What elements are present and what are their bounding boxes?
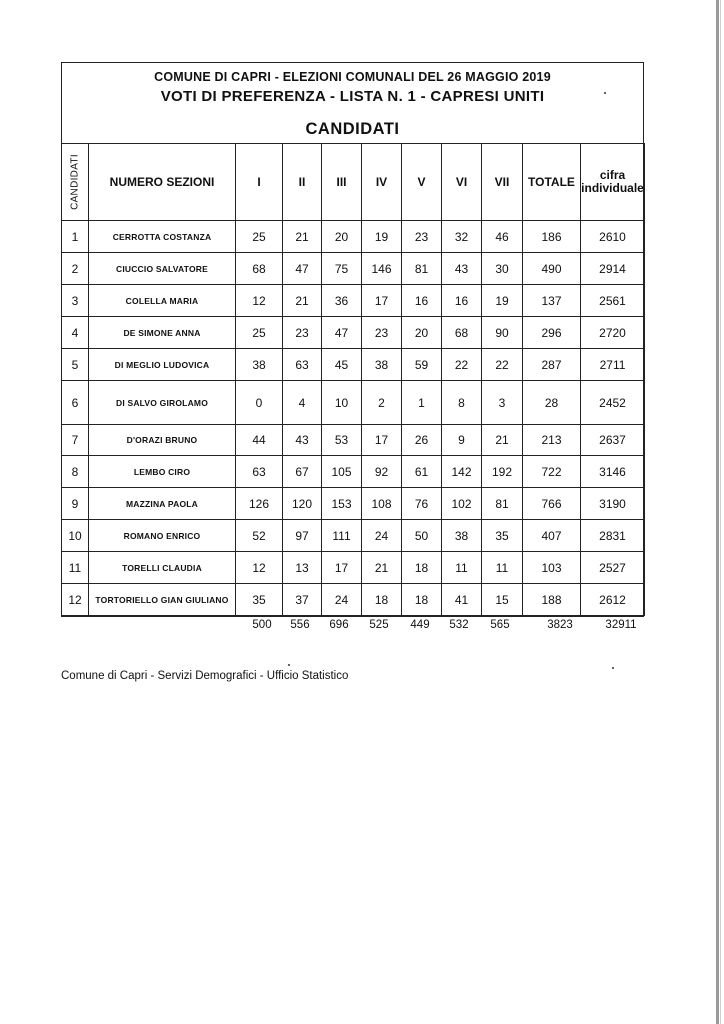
cifra-individuale: 2561 — [581, 285, 645, 317]
total-votes: 722 — [523, 456, 581, 488]
section-votes: 22 — [442, 349, 482, 381]
section-votes: 41 — [442, 584, 482, 616]
cifra-individuale: 2452 — [581, 381, 645, 425]
section-votes: 35 — [236, 584, 283, 616]
header-section: II — [283, 144, 322, 221]
cifra-individuale: 2612 — [581, 584, 645, 616]
header-cifra-line1: cifra — [599, 168, 626, 182]
section-heading: CANDIDATI — [305, 120, 400, 138]
section-votes: 24 — [362, 520, 402, 552]
section-votes: 67 — [283, 456, 322, 488]
document-subtitle: VOTI DI PREFERENZA - LISTA N. 1 - CAPRESI UNITI — [160, 88, 545, 105]
candidate-number: 9 — [62, 488, 89, 520]
section-votes: 19 — [482, 285, 523, 317]
section-votes: 153 — [322, 488, 362, 520]
section-votes: 2 — [362, 381, 402, 425]
header-section: I — [236, 144, 283, 221]
section-votes: 38 — [442, 520, 482, 552]
section-votes: 75 — [322, 253, 362, 285]
scan-speck — [288, 664, 290, 666]
section-votes: 44 — [236, 425, 283, 456]
candidate-number: 2 — [62, 253, 89, 285]
total-votes: 766 — [523, 488, 581, 520]
scan-edge-line-2 — [720, 0, 721, 1024]
section-votes: 63 — [283, 349, 322, 381]
section-votes: 3 — [482, 381, 523, 425]
candidate-name: TORELLI CLAUDIA — [89, 552, 236, 584]
section-votes: 68 — [236, 253, 283, 285]
section-votes: 35 — [482, 520, 523, 552]
section-votes: 25 — [236, 221, 283, 253]
cifra-individuale: 2637 — [581, 425, 645, 456]
section-votes: 18 — [402, 552, 442, 584]
section-votes: 61 — [402, 456, 442, 488]
total-votes: 186 — [523, 221, 581, 253]
section-votes: 50 — [402, 520, 442, 552]
table-row — [62, 381, 645, 425]
section-votes: 76 — [402, 488, 442, 520]
column-total: 565 — [490, 619, 510, 631]
candidate-name: CERROTTA COSTANZA — [89, 221, 236, 253]
header-section: IV — [362, 144, 402, 221]
header-totale: TOTALE — [523, 144, 581, 221]
header-section: VII — [482, 144, 523, 221]
total-votes: 287 — [523, 349, 581, 381]
section-votes: 90 — [482, 317, 523, 349]
candidate-number: 11 — [62, 552, 89, 584]
section-votes: 18 — [362, 584, 402, 616]
section-votes: 45 — [322, 349, 362, 381]
table-row — [62, 221, 645, 253]
header-row — [62, 144, 645, 221]
section-votes: 18 — [402, 584, 442, 616]
table-row — [62, 253, 645, 285]
candidate-name: ROMANO ENRICO — [89, 520, 236, 552]
header-section: III — [322, 144, 362, 221]
preference-votes-table — [61, 143, 645, 616]
section-votes: 9 — [442, 425, 482, 456]
section-votes: 146 — [362, 253, 402, 285]
section-votes: 11 — [442, 552, 482, 584]
table-row — [62, 349, 645, 381]
candidate-name: CIUCCIO SALVATORE — [89, 253, 236, 285]
section-votes: 20 — [402, 317, 442, 349]
section-votes: 11 — [482, 552, 523, 584]
section-votes: 21 — [482, 425, 523, 456]
header-cifra-individuale — [581, 144, 645, 221]
section-votes: 16 — [402, 285, 442, 317]
column-total: 3823 — [547, 619, 573, 631]
total-votes: 490 — [523, 253, 581, 285]
table-row — [62, 285, 645, 317]
candidate-name: MAZZINA PAOLA — [89, 488, 236, 520]
table-row — [62, 488, 645, 520]
total-votes: 28 — [523, 381, 581, 425]
section-votes: 17 — [362, 285, 402, 317]
section-votes: 10 — [322, 381, 362, 425]
candidate-name: TORTORIELLO GIAN GIULIANO — [89, 584, 236, 616]
section-votes: 43 — [283, 425, 322, 456]
candidate-number: 12 — [62, 584, 89, 616]
candidate-number: 8 — [62, 456, 89, 488]
column-total: 696 — [329, 619, 349, 631]
document-title: COMUNE DI CAPRI - ELEZIONI COMUNALI DEL 26 MAGGIO 2019 — [154, 70, 551, 84]
section-votes: 102 — [442, 488, 482, 520]
section-votes: 81 — [482, 488, 523, 520]
cifra-individuale: 2610 — [581, 221, 645, 253]
table-row — [62, 425, 645, 456]
section-votes: 92 — [362, 456, 402, 488]
section-votes: 21 — [283, 285, 322, 317]
section-votes: 47 — [322, 317, 362, 349]
table-row — [62, 317, 645, 349]
section-votes: 46 — [482, 221, 523, 253]
candidate-name: DI MEGLIO LUDOVICA — [89, 349, 236, 381]
section-votes: 38 — [362, 349, 402, 381]
scan-speck — [612, 667, 614, 669]
table-row — [62, 584, 645, 616]
candidate-number: 1 — [62, 221, 89, 253]
section-votes: 43 — [442, 253, 482, 285]
candidate-name: LEMBO CIRO — [89, 456, 236, 488]
header-section: V — [402, 144, 442, 221]
total-votes: 213 — [523, 425, 581, 456]
header-candidati — [62, 144, 89, 221]
section-votes: 59 — [402, 349, 442, 381]
candidate-number: 10 — [62, 520, 89, 552]
header-numero-sezioni: NUMERO SEZIONI — [89, 144, 236, 221]
header-candidati-label: CANDIDATI — [69, 154, 81, 210]
total-votes: 137 — [523, 285, 581, 317]
candidate-number: 4 — [62, 317, 89, 349]
column-total: 449 — [410, 619, 430, 631]
section-votes: 37 — [283, 584, 322, 616]
section-votes: 111 — [322, 520, 362, 552]
section-votes: 192 — [482, 456, 523, 488]
section-votes: 4 — [283, 381, 322, 425]
section-votes: 53 — [322, 425, 362, 456]
cifra-individuale: 2914 — [581, 253, 645, 285]
total-votes: 188 — [523, 584, 581, 616]
section-votes: 108 — [362, 488, 402, 520]
candidate-number: 3 — [62, 285, 89, 317]
section-votes: 12 — [236, 285, 283, 317]
section-votes: 16 — [442, 285, 482, 317]
section-votes: 23 — [283, 317, 322, 349]
header-section: VI — [442, 144, 482, 221]
header-cifra-line2: individuale — [581, 181, 644, 195]
cifra-individuale: 3190 — [581, 488, 645, 520]
section-votes: 126 — [236, 488, 283, 520]
column-total: 500 — [252, 619, 272, 631]
section-votes: 24 — [322, 584, 362, 616]
column-total: 525 — [369, 619, 389, 631]
section-votes: 8 — [442, 381, 482, 425]
candidate-name: D'ORAZI BRUNO — [89, 425, 236, 456]
total-votes: 296 — [523, 317, 581, 349]
section-votes: 120 — [283, 488, 322, 520]
table-row — [62, 552, 645, 584]
section-votes: 0 — [236, 381, 283, 425]
section-votes: 26 — [402, 425, 442, 456]
cifra-individuale: 3146 — [581, 456, 645, 488]
section-votes: 47 — [283, 253, 322, 285]
candidate-number: 6 — [62, 381, 89, 425]
candidate-name: DE SIMONE ANNA — [89, 317, 236, 349]
section-votes: 52 — [236, 520, 283, 552]
candidate-name: DI SALVO GIROLAMO — [89, 381, 236, 425]
column-total: 532 — [449, 619, 469, 631]
section-votes: 38 — [236, 349, 283, 381]
section-votes: 23 — [402, 221, 442, 253]
cifra-individuale: 2527 — [581, 552, 645, 584]
table-row — [62, 520, 645, 552]
section-votes: 105 — [322, 456, 362, 488]
section-votes: 68 — [442, 317, 482, 349]
scan-edge-line — [716, 0, 719, 1024]
table-row — [62, 456, 645, 488]
footer-note: Comune di Capri - Servizi Demografici - Ufficio Statistico — [61, 670, 349, 682]
column-total: 32911 — [605, 619, 637, 631]
section-votes: 20 — [322, 221, 362, 253]
total-votes: 103 — [523, 552, 581, 584]
section-votes: 63 — [236, 456, 283, 488]
section-votes: 1 — [402, 381, 442, 425]
cifra-individuale: 2711 — [581, 349, 645, 381]
section-votes: 21 — [283, 221, 322, 253]
section-votes: 17 — [322, 552, 362, 584]
cifra-individuale: 2831 — [581, 520, 645, 552]
total-votes: 407 — [523, 520, 581, 552]
section-votes: 81 — [402, 253, 442, 285]
section-votes: 13 — [283, 552, 322, 584]
section-votes: 21 — [362, 552, 402, 584]
candidate-number: 5 — [62, 349, 89, 381]
section-votes: 97 — [283, 520, 322, 552]
cifra-individuale: 2720 — [581, 317, 645, 349]
section-votes: 15 — [482, 584, 523, 616]
section-votes: 23 — [362, 317, 402, 349]
section-votes: 25 — [236, 317, 283, 349]
section-votes: 22 — [482, 349, 523, 381]
candidate-number: 7 — [62, 425, 89, 456]
section-votes: 19 — [362, 221, 402, 253]
section-votes: 17 — [362, 425, 402, 456]
section-votes: 36 — [322, 285, 362, 317]
section-votes: 12 — [236, 552, 283, 584]
candidate-name: COLELLA MARIA — [89, 285, 236, 317]
section-votes: 142 — [442, 456, 482, 488]
section-votes: 32 — [442, 221, 482, 253]
column-total: 556 — [290, 619, 310, 631]
section-votes: 30 — [482, 253, 523, 285]
table-body — [62, 221, 645, 616]
